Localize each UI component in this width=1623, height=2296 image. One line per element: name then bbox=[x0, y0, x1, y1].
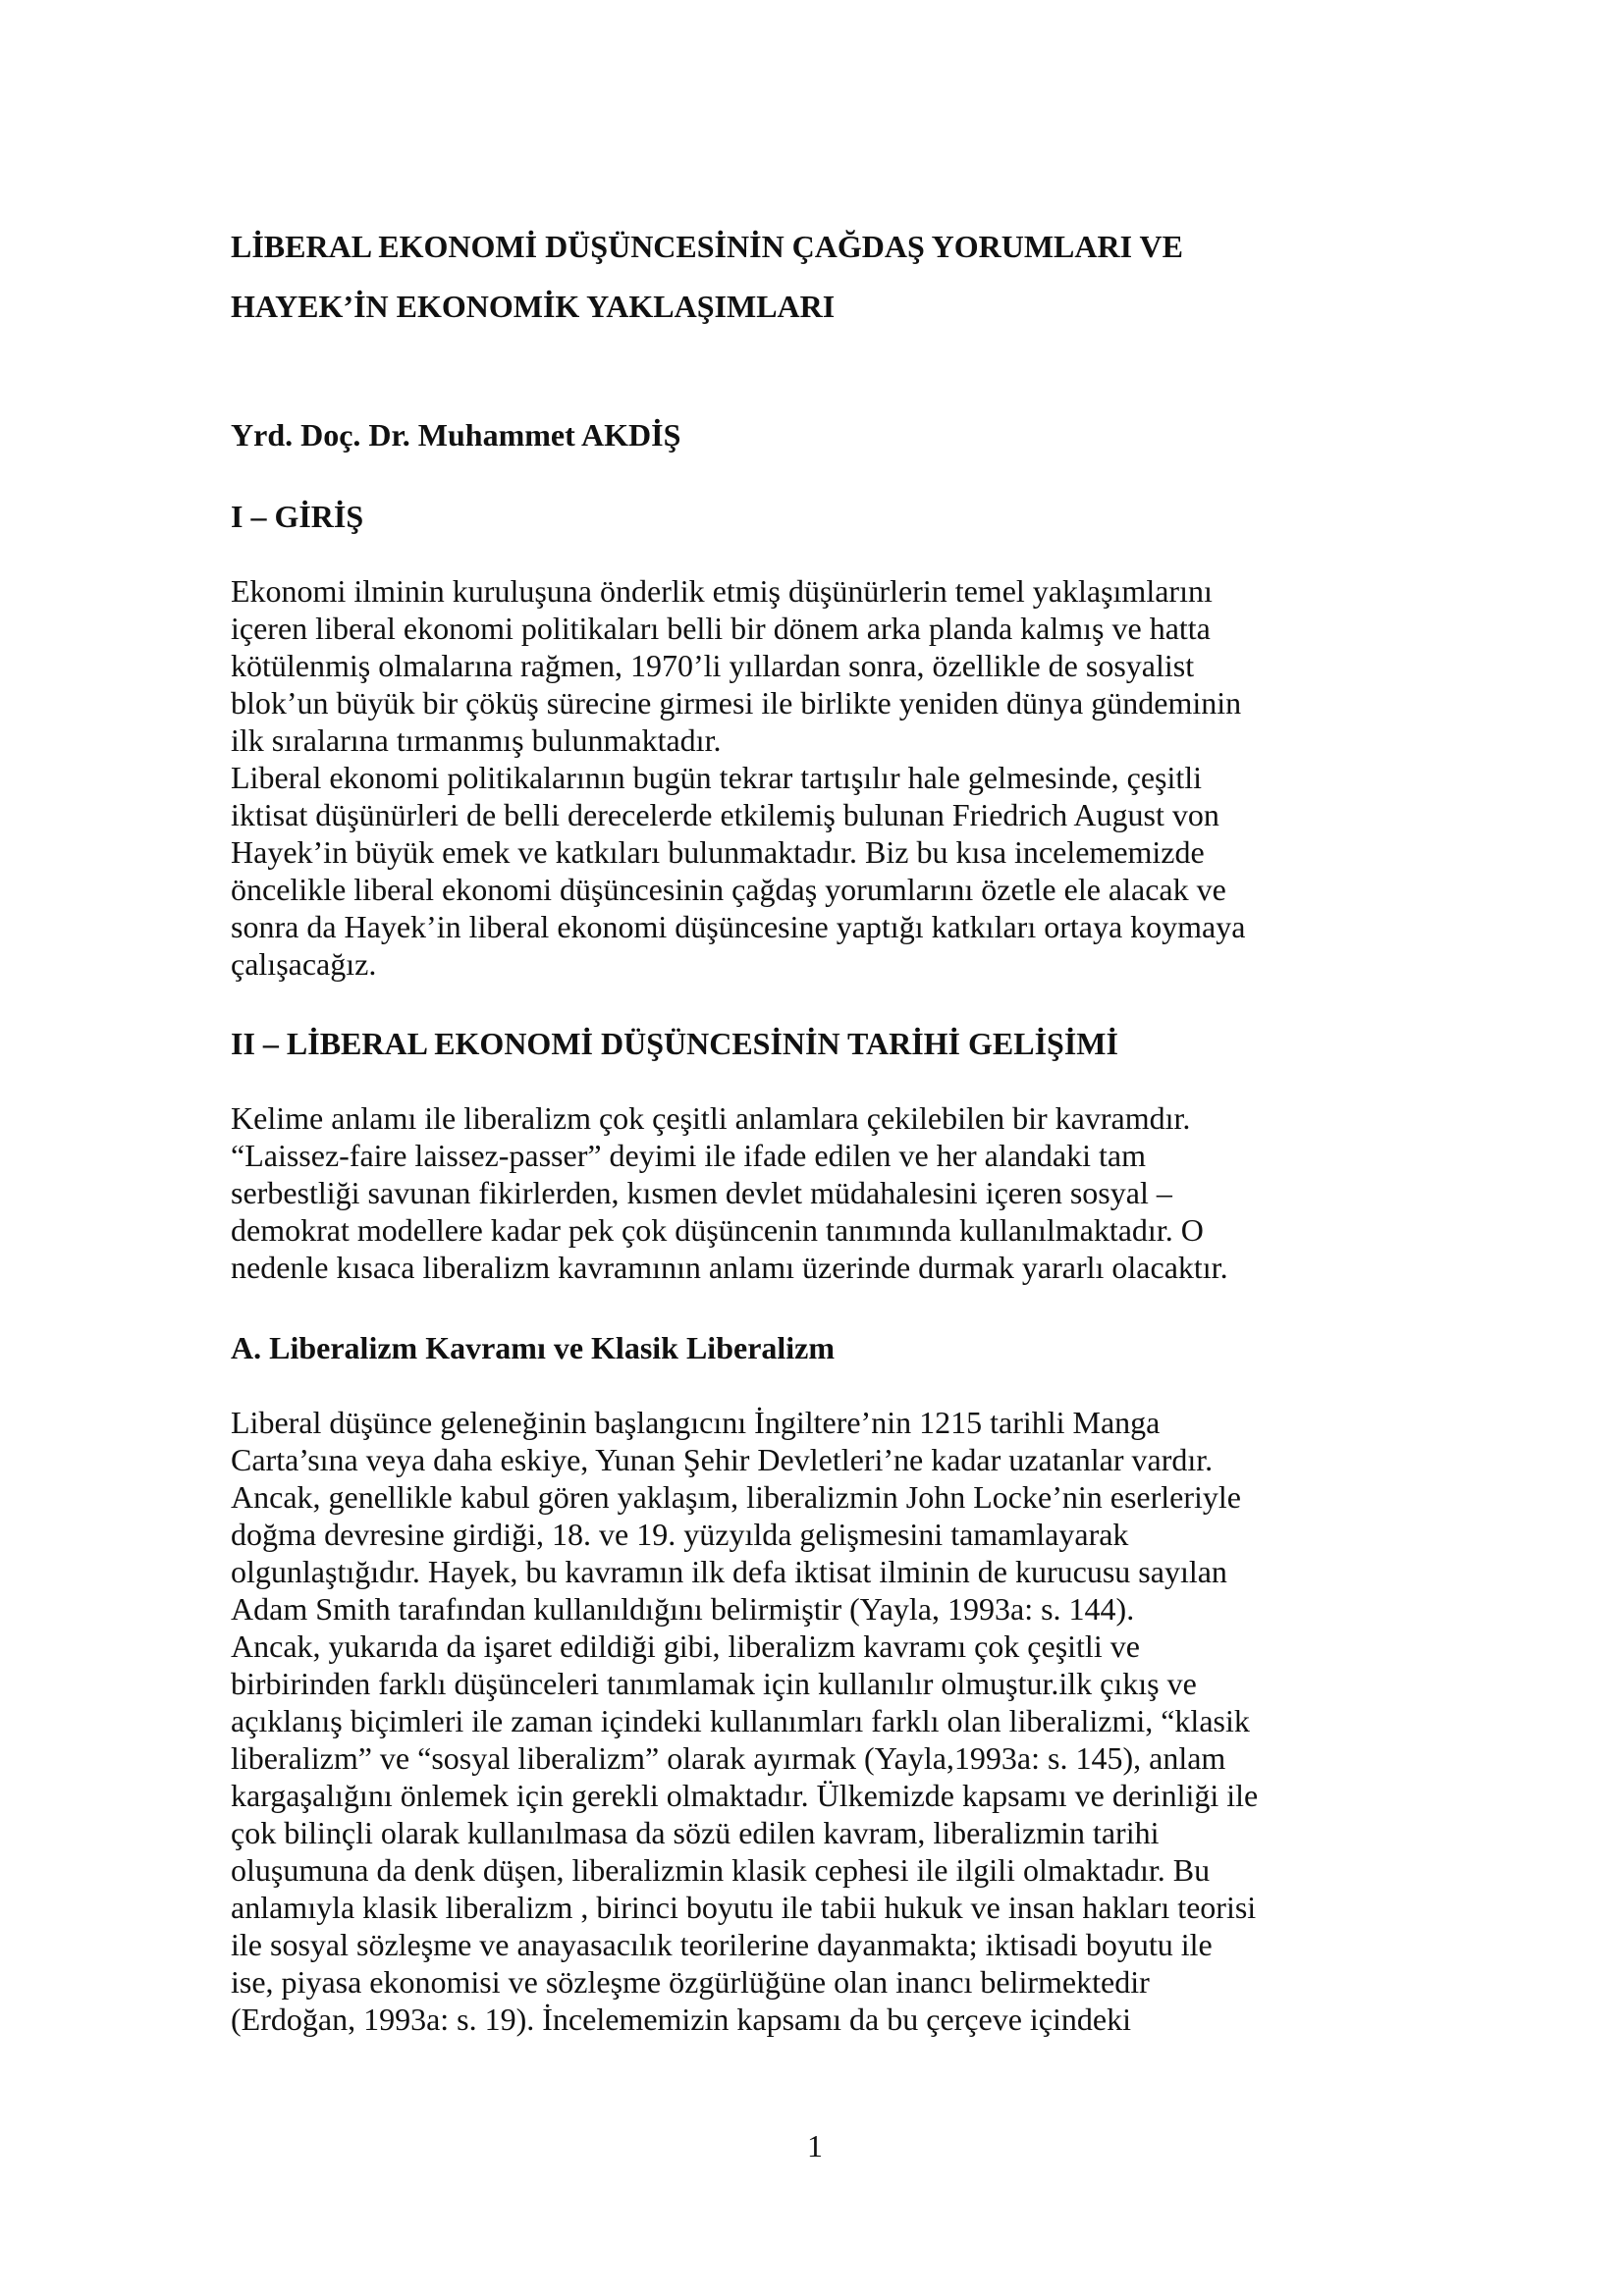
text-line: Carta’sına veya daha eskiye, Yunan Şehir Devletleri’ne kadar uzatanlar vardır. bbox=[231, 1442, 1214, 1477]
author-name: Yrd. Doç. Dr. Muhammet AKDİŞ bbox=[231, 417, 681, 453]
text-line: (Erdoğan, 1993a: s. 19). İncelememizin kapsamı da bu çerçeve içindeki bbox=[231, 2002, 1131, 2037]
text-line: birbirinden farklı düşünceleri tanımlamak için kullanılır olmuştur.ilk çıkış ve bbox=[231, 1666, 1197, 1701]
text-line: kargaşalığını önlemek için gerekli olmaktadır. Ülkemizde kapsamı ve derinliği ile bbox=[231, 1778, 1259, 1813]
text-line: “Laissez-faire laissez-passer” deyimi ile ifade edilen ve her alandaki tam bbox=[231, 1138, 1146, 1173]
text-line: içeren liberal ekonomi politikaları belli bir dönem arka planda kalmış ve hatta bbox=[231, 611, 1211, 646]
text-line: ise, piyasa ekonomisi ve sözleşme özgürlüğüne olan inancı belirmektedir bbox=[231, 1964, 1150, 2000]
text-line: çok bilinçli olarak kullanılmasa da sözü edilen kavram, liberalizmin tarihi bbox=[231, 1815, 1160, 1850]
subsection-heading-a: A. Liberalizm Kavramı ve Klasik Liberalizm bbox=[231, 1330, 836, 1365]
subsection-a-paragraph bbox=[231, 1404, 1409, 2038]
text-line: ilk sıralarına tırmanmış bulunmaktadır. bbox=[231, 722, 722, 758]
text-line: anlamıyla klasik liberalizm , birinci boyutu ile tabii hukuk ve insan hakları teorisi bbox=[231, 1890, 1257, 1925]
text-line: Adam Smith tarafından kullanıldığını belirmiştir (Yayla, 1993a: s. 144). bbox=[231, 1591, 1135, 1627]
text-line: olgunlaştığıdır. Hayek, bu kavramın ilk defa iktisat ilminin de kurucusu sayılan bbox=[231, 1554, 1227, 1589]
text-line: serbestliği savunan fikirlerden, kısmen devlet müdahalesini içeren sosyal – bbox=[231, 1175, 1172, 1210]
text-line: oluşumuna da denk düşen, liberalizmin klasik cephesi ile ilgili olmaktadır. Bu bbox=[231, 1852, 1211, 1888]
text-line: liberalizm” ve “sosyal liberalizm” olarak ayırmak (Yayla,1993a: s. 145), anlam bbox=[231, 1740, 1226, 1776]
text-line: nedenle kısaca liberalizm kavramının anlamı üzerinde durmak yararlı olacaktır. bbox=[231, 1250, 1228, 1285]
text-line: demokrat modellere kadar pek çok düşüncenin tanımında kullanılmaktadır. O bbox=[231, 1212, 1204, 1248]
text-line: Liberal düşünce geleneğinin başlangıcını İngiltere’nin 1215 tarihli Manga bbox=[231, 1405, 1161, 1440]
text-line: kötülenmiş olmalarına rağmen, 1970’li yıllardan sonra, özellikle de sosyalist bbox=[231, 648, 1195, 683]
document-title-line-2: HAYEK’İN EKONOMİK YAKLAŞIMLARI bbox=[231, 289, 836, 324]
text-line: Ancak, genellikle kabul gören yaklaşım, liberalizmin John Locke’nin eserleriyle bbox=[231, 1479, 1241, 1515]
text-line: blok’un büyük bir çöküş sürecine girmesi ile birlikte yeniden dünya gündeminin bbox=[231, 685, 1242, 721]
text-line: çalışacağız. bbox=[231, 946, 377, 982]
text-line: ile sosyal sözleşme ve anayasacılık teorilerine dayanmakta; iktisadi boyutu ile bbox=[231, 1927, 1213, 1962]
text-line: Ekonomi ilminin kuruluşuna önderlik etmiş düşünürlerin temel yaklaşımlarını bbox=[231, 573, 1213, 609]
text-line: sonra da Hayek’in liberal ekonomi düşüncesine yaptığı katkıları ortaya koymaya bbox=[231, 909, 1246, 944]
document-title-line-1: LİBERAL EKONOMİ DÜŞÜNCESİNİN ÇAĞDAŞ YORUMLARI VE bbox=[231, 229, 1183, 264]
text-line: Hayek’in büyük emek ve katkıları bulunmaktadır. Biz bu kısa incelememizde bbox=[231, 834, 1205, 870]
section-heading-intro: I – GİRİŞ bbox=[231, 499, 364, 534]
page-number: 1 bbox=[807, 2128, 823, 2163]
document-page bbox=[231, 0, 1409, 2296]
intro-paragraph bbox=[231, 572, 1409, 983]
text-line: iktisat düşünürleri de belli derecelerde etkilemiş bulunan Friedrich August von bbox=[231, 797, 1219, 832]
text-line: açıklanış biçimleri ile zaman içindeki kullanımları farklı olan liberalizmi, “klasik bbox=[231, 1703, 1250, 1738]
section-heading-history: II – LİBERAL EKONOMİ DÜŞÜNCESİNİN TARİHİ GELİŞİMİ bbox=[231, 1026, 1118, 1061]
text-line: öncelikle liberal ekonomi düşüncesinin çağdaş yorumlarını özetle ele alacak ve bbox=[231, 872, 1226, 907]
text-line: doğma devresine girdiği, 18. ve 19. yüzyılda gelişmesini tamamlayarak bbox=[231, 1517, 1129, 1552]
text-line: Kelime anlamı ile liberalizm çok çeşitli anlamlara çekilebilen bir kavramdır. bbox=[231, 1100, 1191, 1136]
history-paragraph bbox=[231, 1099, 1409, 1286]
text-line: Ancak, yukarıda da işaret edildiği gibi, liberalizm kavramı çok çeşitli ve bbox=[231, 1629, 1140, 1664]
text-line: Liberal ekonomi politikalarının bugün tekrar tartışılır hale gelmesinde, çeşitli bbox=[231, 760, 1203, 795]
